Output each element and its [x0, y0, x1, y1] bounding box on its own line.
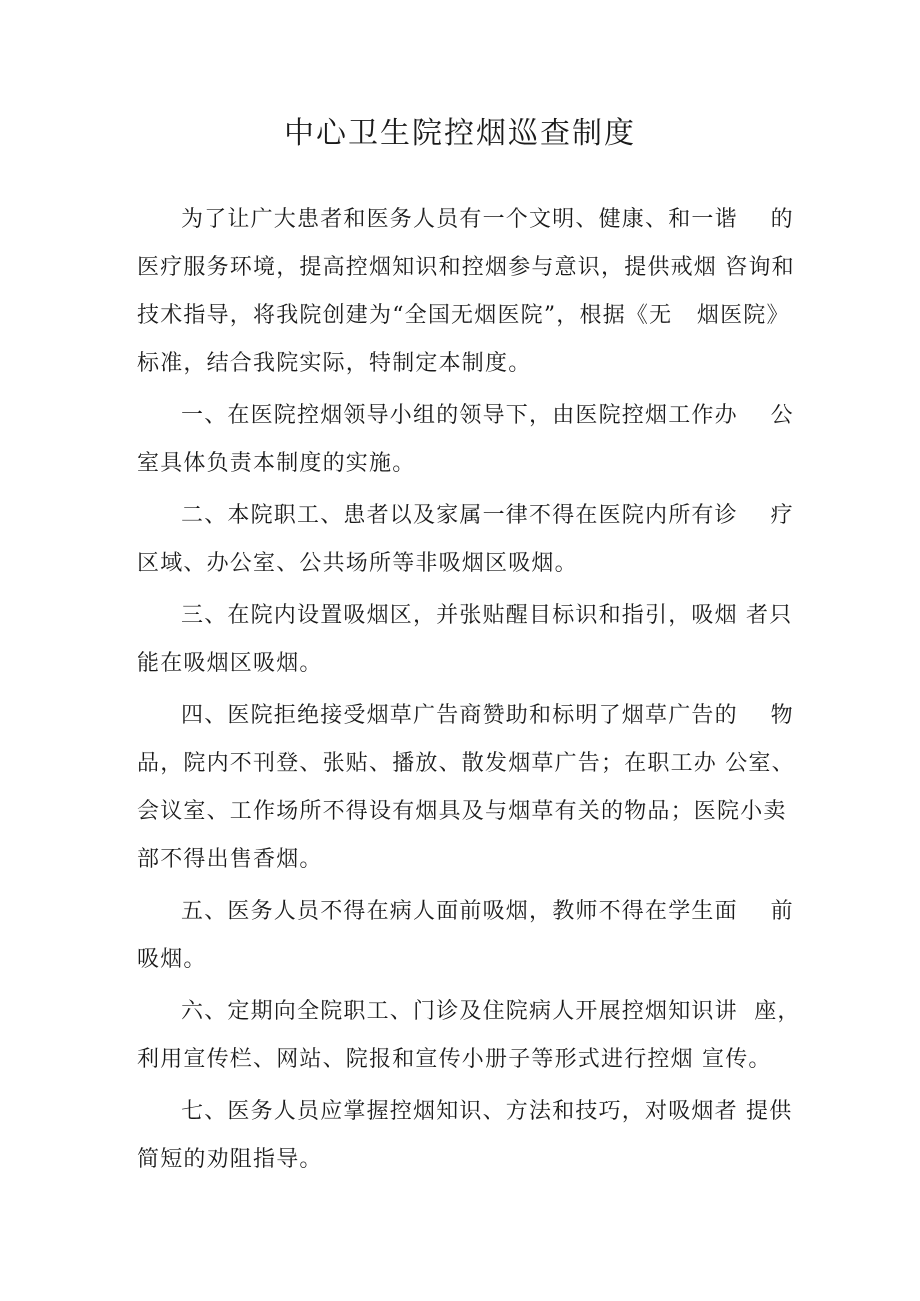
text-line: 六、定期向全院职工、门诊及住院病人开展控烟知识讲 座，: [181, 999, 801, 1024]
text-line: 会议室、工作场所不得设有烟具及与烟草有关的物品；医院小卖: [137, 799, 787, 824]
text-line: 室具体负责本制度的实施。: [137, 451, 416, 476]
text-line: 简短的劝阻指导。: [137, 1147, 323, 1172]
text-line: 四、医院拒绝接受烟草广告商赞助和标明了烟草广告的 物: [181, 703, 794, 728]
text-line: 品，院内不刊登、张贴、播放、散发烟草广告；在职工办 公室、: [137, 751, 795, 776]
text-line: 吸烟。: [137, 947, 207, 972]
text-line: 一、在医院控烟领导小组的领导下，由医院控烟工作办 公: [181, 403, 794, 428]
text-line: 区域、办公室、公共场所等非吸烟区吸烟。: [137, 551, 578, 576]
text-line: 部不得出售香烟。: [137, 847, 323, 872]
text-line: 三、在院内设置吸烟区，并张贴醒目标识和指引，吸烟 者只: [181, 603, 793, 628]
text-line: 利用宣传栏、网站、院报和宣传小册子等形式进行控烟 宣传。: [137, 1047, 772, 1072]
text-line: 技术指导，将我院创建为“全国无烟医院”，根据《无 烟医院》: [137, 303, 790, 328]
page-title: 中心卫生院控烟巡查制度: [284, 116, 636, 151]
text-line: 七、医务人员应掌握控烟知识、方法和技巧，对吸烟者 提供: [181, 1099, 793, 1124]
text-line: 医疗服务环境，提高控烟知识和控烟参与意识，提供戒烟 咨询和: [137, 255, 795, 280]
document-body: [137, 196, 801, 1184]
text-line: 标准，结合我院实际，特制定本制度。: [137, 351, 532, 376]
text-line: 能在吸烟区吸烟。: [137, 651, 323, 676]
text-line: 为了让广大患者和医务人员有一个文明、健康、和一谐 的: [181, 207, 794, 232]
text-line: 二、本院职工、患者以及家属一律不得在医院内所有诊 疗: [181, 503, 794, 528]
text-line: 五、医务人员不得在病人面前吸烟，教师不得在学生面 前: [181, 899, 794, 924]
